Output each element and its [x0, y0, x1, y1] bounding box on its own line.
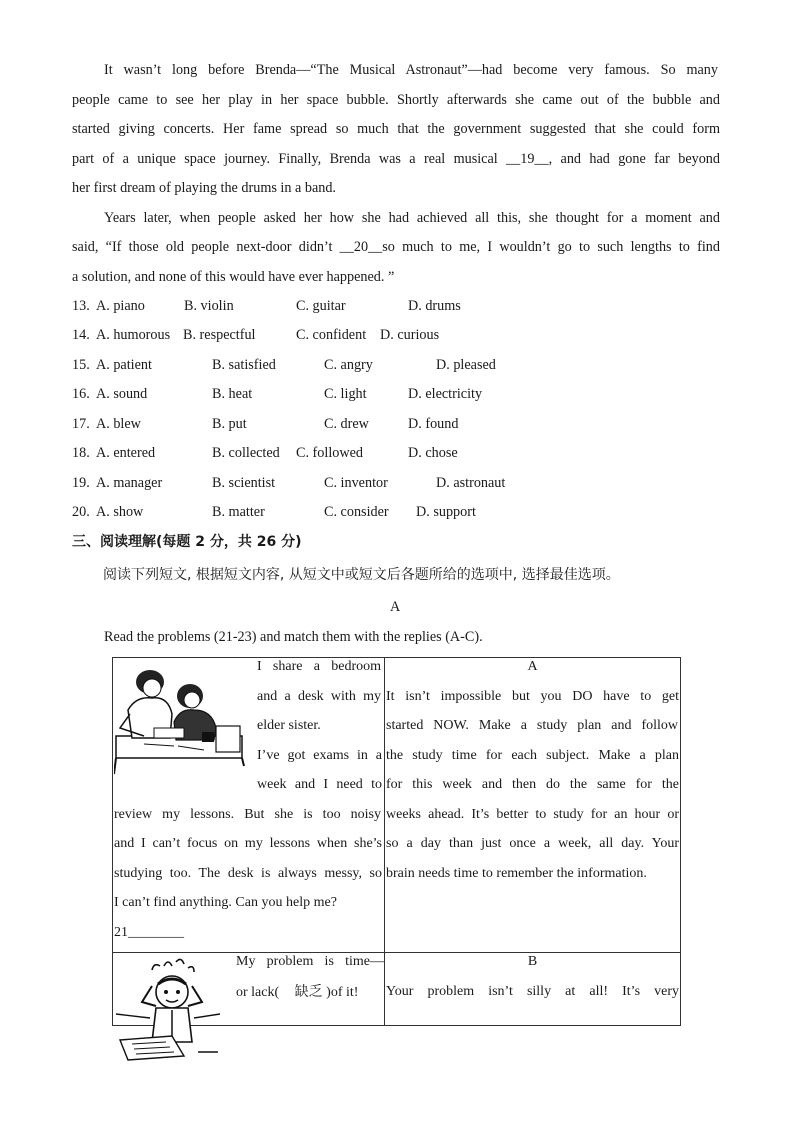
option-c: C. consider [324, 504, 389, 520]
option-a: A. humorous [96, 327, 171, 343]
passage-line: part of a unique space journey. Finally, Brenda was a real musical __19__, and had gone far beyond [72, 151, 720, 167]
passage-line: Years later, when people asked her how she had achieved all this, she thought for a moment and [104, 210, 720, 226]
problem-21-line: I can’t find anything. Can you help me? [114, 895, 337, 910]
option-b: B. satisfied [212, 357, 276, 373]
problem-22-line [236, 983, 358, 1002]
option-b: B. heat [212, 386, 253, 402]
problem-21-line: studying too. The desk is always messy, so [114, 866, 382, 881]
question-number: 13. [72, 298, 90, 314]
reply-b-line: Your problem isn’t silly at all! It’s very [386, 984, 679, 999]
option-d: D. pleased [436, 357, 496, 373]
option-d: D. support [416, 504, 476, 520]
problem-22-text: )of it! [326, 985, 359, 1000]
option-d: D. electricity [408, 386, 483, 402]
option-d: D. astronaut [436, 475, 506, 491]
question-number: 20. [72, 504, 90, 520]
option-c: C. confident [296, 327, 367, 343]
option-d: D. found [408, 416, 459, 432]
reply-a-line: so a day than just once a week, all day. Your [386, 836, 679, 851]
option-c: C. followed [296, 445, 363, 461]
problem-21-line: review my lessons. But she is too noisy [114, 807, 381, 822]
option-c: C. light [324, 386, 367, 402]
option-b: B. collected [212, 445, 280, 461]
option-d: D. chose [408, 445, 458, 461]
section-instruction: 阅读下列短文, 根据短文内容, 从短文中或短文后各题所给的选项中, 选择最佳选项。 [103, 567, 620, 583]
reply-b-label: B [527, 954, 538, 969]
reply-a-line: started NOW. Make a study plan and follow [386, 718, 678, 733]
reply-a-line: weeks ahead. It’s better to study for an hour or [386, 807, 679, 822]
problem-21-line: week and I need to [257, 777, 382, 792]
passage-line: people came to see her play in her space bubble. Shortly afterwards she came out of the bubble and [72, 92, 720, 108]
sisters-studying-illustration [114, 666, 246, 778]
reply-a-line: the study time for each subject. Make a plan [386, 748, 679, 763]
option-a: A. show [96, 504, 144, 520]
option-d: D. curious [380, 327, 440, 343]
option-a: A. blew [96, 416, 141, 432]
option-b: B. violin [184, 298, 234, 314]
section-heading: 三、阅读理解(每题 2 分，共 26 分) [72, 534, 302, 550]
passage-line: her first dream of playing the drums in a band. [72, 180, 336, 196]
passage-line: a solution, and none of this would have ever happened. ” [72, 269, 395, 285]
answer-blank-21[interactable]: 21________ [114, 925, 184, 940]
option-a: A. piano [96, 298, 145, 314]
reply-a-label: A [527, 659, 538, 674]
option-c: C. guitar [296, 298, 346, 314]
question-number: 19. [72, 475, 90, 491]
question-number: 16. [72, 386, 90, 402]
option-a: A. sound [96, 386, 148, 402]
stressed-student-illustration [112, 956, 224, 1064]
question-number: 15. [72, 357, 90, 373]
problem-21-line: I share a bedroom [257, 659, 381, 674]
option-b: B. matter [212, 504, 265, 520]
part-label: A [390, 599, 401, 615]
question-number: 17. [72, 416, 90, 432]
option-b: B. respectful [183, 327, 256, 343]
problem-21-line: elder sister. [257, 718, 321, 733]
passage-line: said, “If those old people next-door didn’t __20__so much to me, I wouldn’t go to such lengths to find [72, 239, 720, 255]
passage-line: It wasn’t long before Brenda—“The Musical Astronaut”—had become very famous. So many [104, 62, 718, 78]
question-number: 14. [72, 327, 90, 343]
task-instruction: Read the problems (21-23) and match them with the replies (A-C). [104, 629, 483, 645]
problem-21-line: I’ve got exams in a [257, 748, 382, 763]
option-b: B. scientist [212, 475, 276, 491]
passage-line: started giving concerts. Her fame spread so much that the government suggested that she could form [72, 121, 720, 137]
option-a: A. patient [96, 357, 152, 373]
problem-22-text: or lack( [236, 985, 280, 1000]
option-a: A. manager [96, 475, 163, 491]
option-c: C. angry [324, 357, 373, 373]
reply-a-line: brain needs time to remember the information. [386, 866, 647, 881]
question-number: 18. [72, 445, 90, 461]
option-c: C. inventor [324, 475, 388, 491]
problem-21-line: and I can’t focus on my lessons when she’s [114, 836, 382, 851]
option-d: D. drums [408, 298, 461, 314]
option-b: B. put [212, 416, 247, 432]
option-c: C. drew [324, 416, 369, 432]
problem-22-line: My problem is time— [236, 954, 384, 969]
problem-22-chinese: 缺乏 [294, 984, 323, 1000]
reply-a-line: for this week and then do the same for the [386, 777, 679, 792]
reply-a-line: It isn’t impossible but you DO have to get [386, 689, 679, 704]
problem-21-line: and a desk with my [257, 689, 381, 704]
option-a: A. entered [96, 445, 156, 461]
